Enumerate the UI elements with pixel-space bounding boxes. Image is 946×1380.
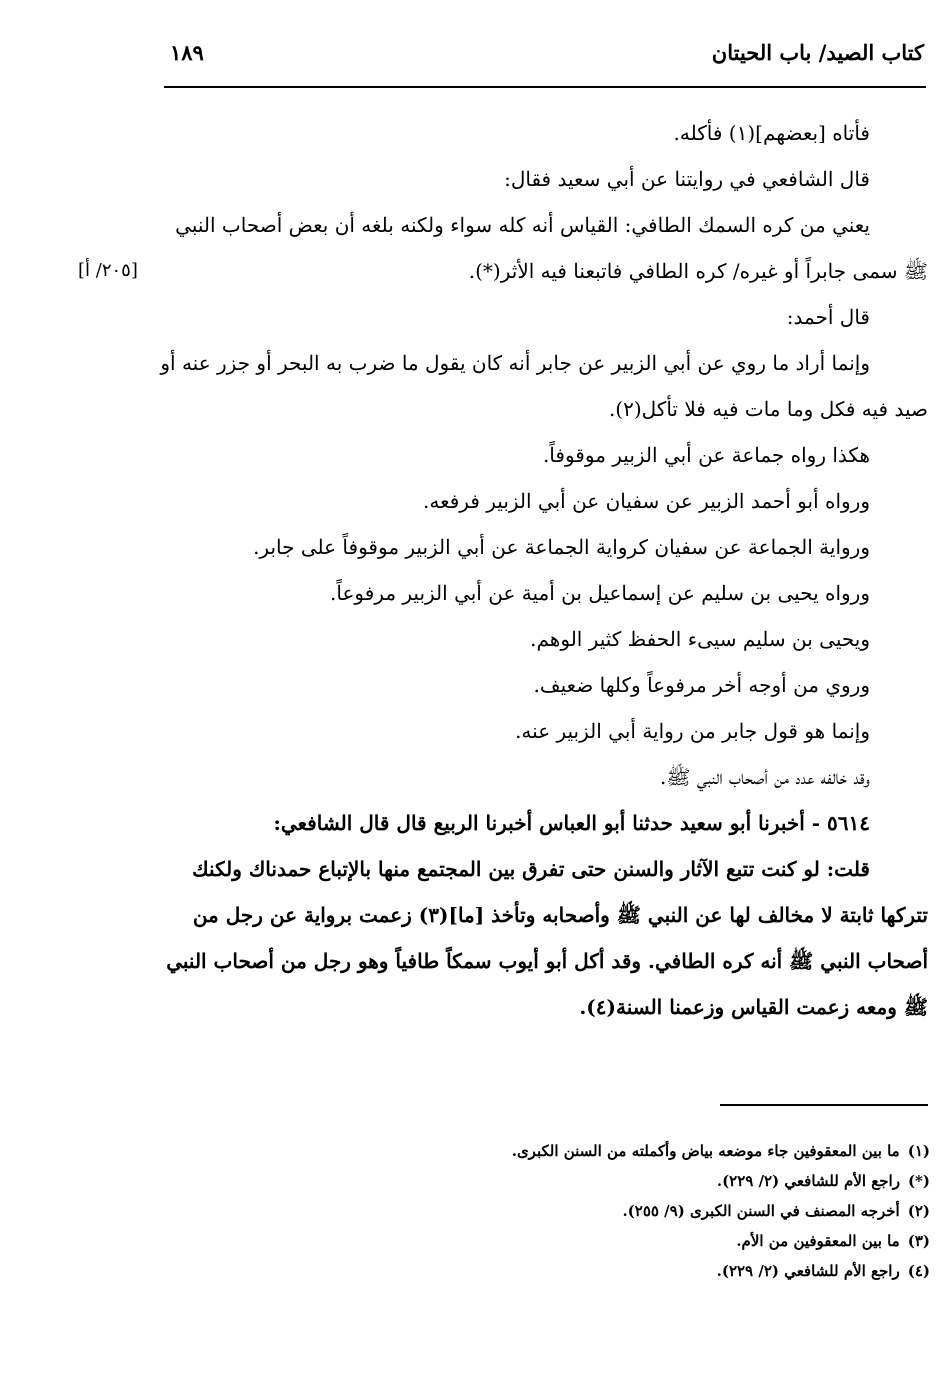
footnote-text: ما بين المعقوفين من الأم. xyxy=(736,1232,900,1250)
footnote-text: أخرجه المصنف في السنن الكبرى (٩/ ٢٥٥). xyxy=(622,1202,900,1220)
footnote-mark: (٤) xyxy=(907,1262,930,1280)
footnote-text: ما بين المعقوفين جاء موضعه بياض وأكملته من السنن الكبرى. xyxy=(511,1142,900,1160)
paragraph: فأتاه [بعضهم](١) فأكله. xyxy=(673,121,870,145)
paragraph: وقد خالفه عدد من أصحاب النبي ﷺ. xyxy=(660,765,870,789)
quoted-passage: قلت: لو كنت تتبع الآثار والسنن حتى تفرق بين المجتمع منها بالإتباع حمدناك ولكنك تتركها ثابتة لا مخالف لها عن النبي ﷺ وأصحابه وتأخذ [ما](٣) زعمت برواية عن رجل من أصحاب النبي ﷺ أنه كره الطافي. وقد أكل أبو أيوب سمكاً طافياً وهو رجل من أصحاب النبي ﷺ ومعه زعمت القياس وزعمنا السنة(٤). xyxy=(166,857,928,1019)
header-rule xyxy=(164,86,926,88)
footnotes xyxy=(150,1136,930,1286)
paragraph: ورواه أبو أحمد الزبير عن سفيان عن أبي الزبير فرفعه. xyxy=(423,489,870,513)
manuscript-folio-ref: [٢٠٥/ أ] xyxy=(78,260,138,281)
footnote-rule xyxy=(720,1104,928,1106)
paragraph: وروي من أوجه أخر مرفوعاً وكلها ضعيف. xyxy=(533,673,870,697)
paragraph: ورواه يحيى بن سليم عن إسماعيل بن أمية عن أبي الزبير مرفوعاً. xyxy=(330,581,870,605)
main-text xyxy=(155,110,928,1030)
paragraph: يعني من كره السمك الطافي: القياس أنه كله سواء ولكنه بلغه أن بعض أصحاب النبي ﷺ سمى جابراً أو غيره/ كره الطافي فاتبعنا فيه الأثر(*). xyxy=(175,213,928,283)
hadith-isnad: - أخبرنا أبو سعيد حدثنا أبو العباس أخبرنا الربيع قال قال الشافعي: xyxy=(273,811,828,835)
footnote-mark: (٢) xyxy=(907,1202,930,1220)
paragraph: قال الشافعي في روايتنا عن أبي سعيد فقال: xyxy=(504,167,870,191)
footnote-item xyxy=(150,1256,930,1286)
paragraph: ويحيى بن سليم سيىء الحفظ كثير الوهم. xyxy=(530,627,870,651)
footnote-text: راجع الأم للشافعي (٢/ ٢٢٩). xyxy=(716,1172,900,1190)
footnote-item xyxy=(150,1226,930,1256)
paragraph: ورواية الجماعة عن سفيان كرواية الجماعة عن أبي الزبير موقوفاً على جابر. xyxy=(253,535,870,559)
footnote-mark: (*) xyxy=(907,1172,930,1190)
hadith-entry xyxy=(155,800,928,846)
paragraph: قال أحمد: xyxy=(786,305,870,329)
footnote-mark: (٣) xyxy=(907,1232,930,1250)
footnote-item xyxy=(150,1166,930,1196)
page-number: ١٨٩ xyxy=(170,40,204,65)
footnote-text: راجع الأم للشافعي (٢/ ٢٢٩). xyxy=(716,1262,900,1280)
running-header-title: كتاب الصيد/ باب الحيتان xyxy=(711,40,924,65)
paragraph: وإنما أراد ما روي عن أبي الزبير عن جابر أنه كان يقول ما ضرب به البحر أو جزر عنه أو صيد فيه فكل وما مات فيه فلا تأكل(٢). xyxy=(160,351,928,421)
footnote-mark: (١) xyxy=(907,1142,930,1160)
footnote-item xyxy=(150,1136,930,1166)
hadith-number: ٥٦١٤ xyxy=(827,811,870,835)
footnote-item xyxy=(150,1196,930,1226)
paragraph: هكذا رواه جماعة عن أبي الزبير موقوفاً. xyxy=(542,443,870,467)
paragraph: وإنما هو قول جابر من رواية أبي الزبير عنه. xyxy=(515,719,870,743)
